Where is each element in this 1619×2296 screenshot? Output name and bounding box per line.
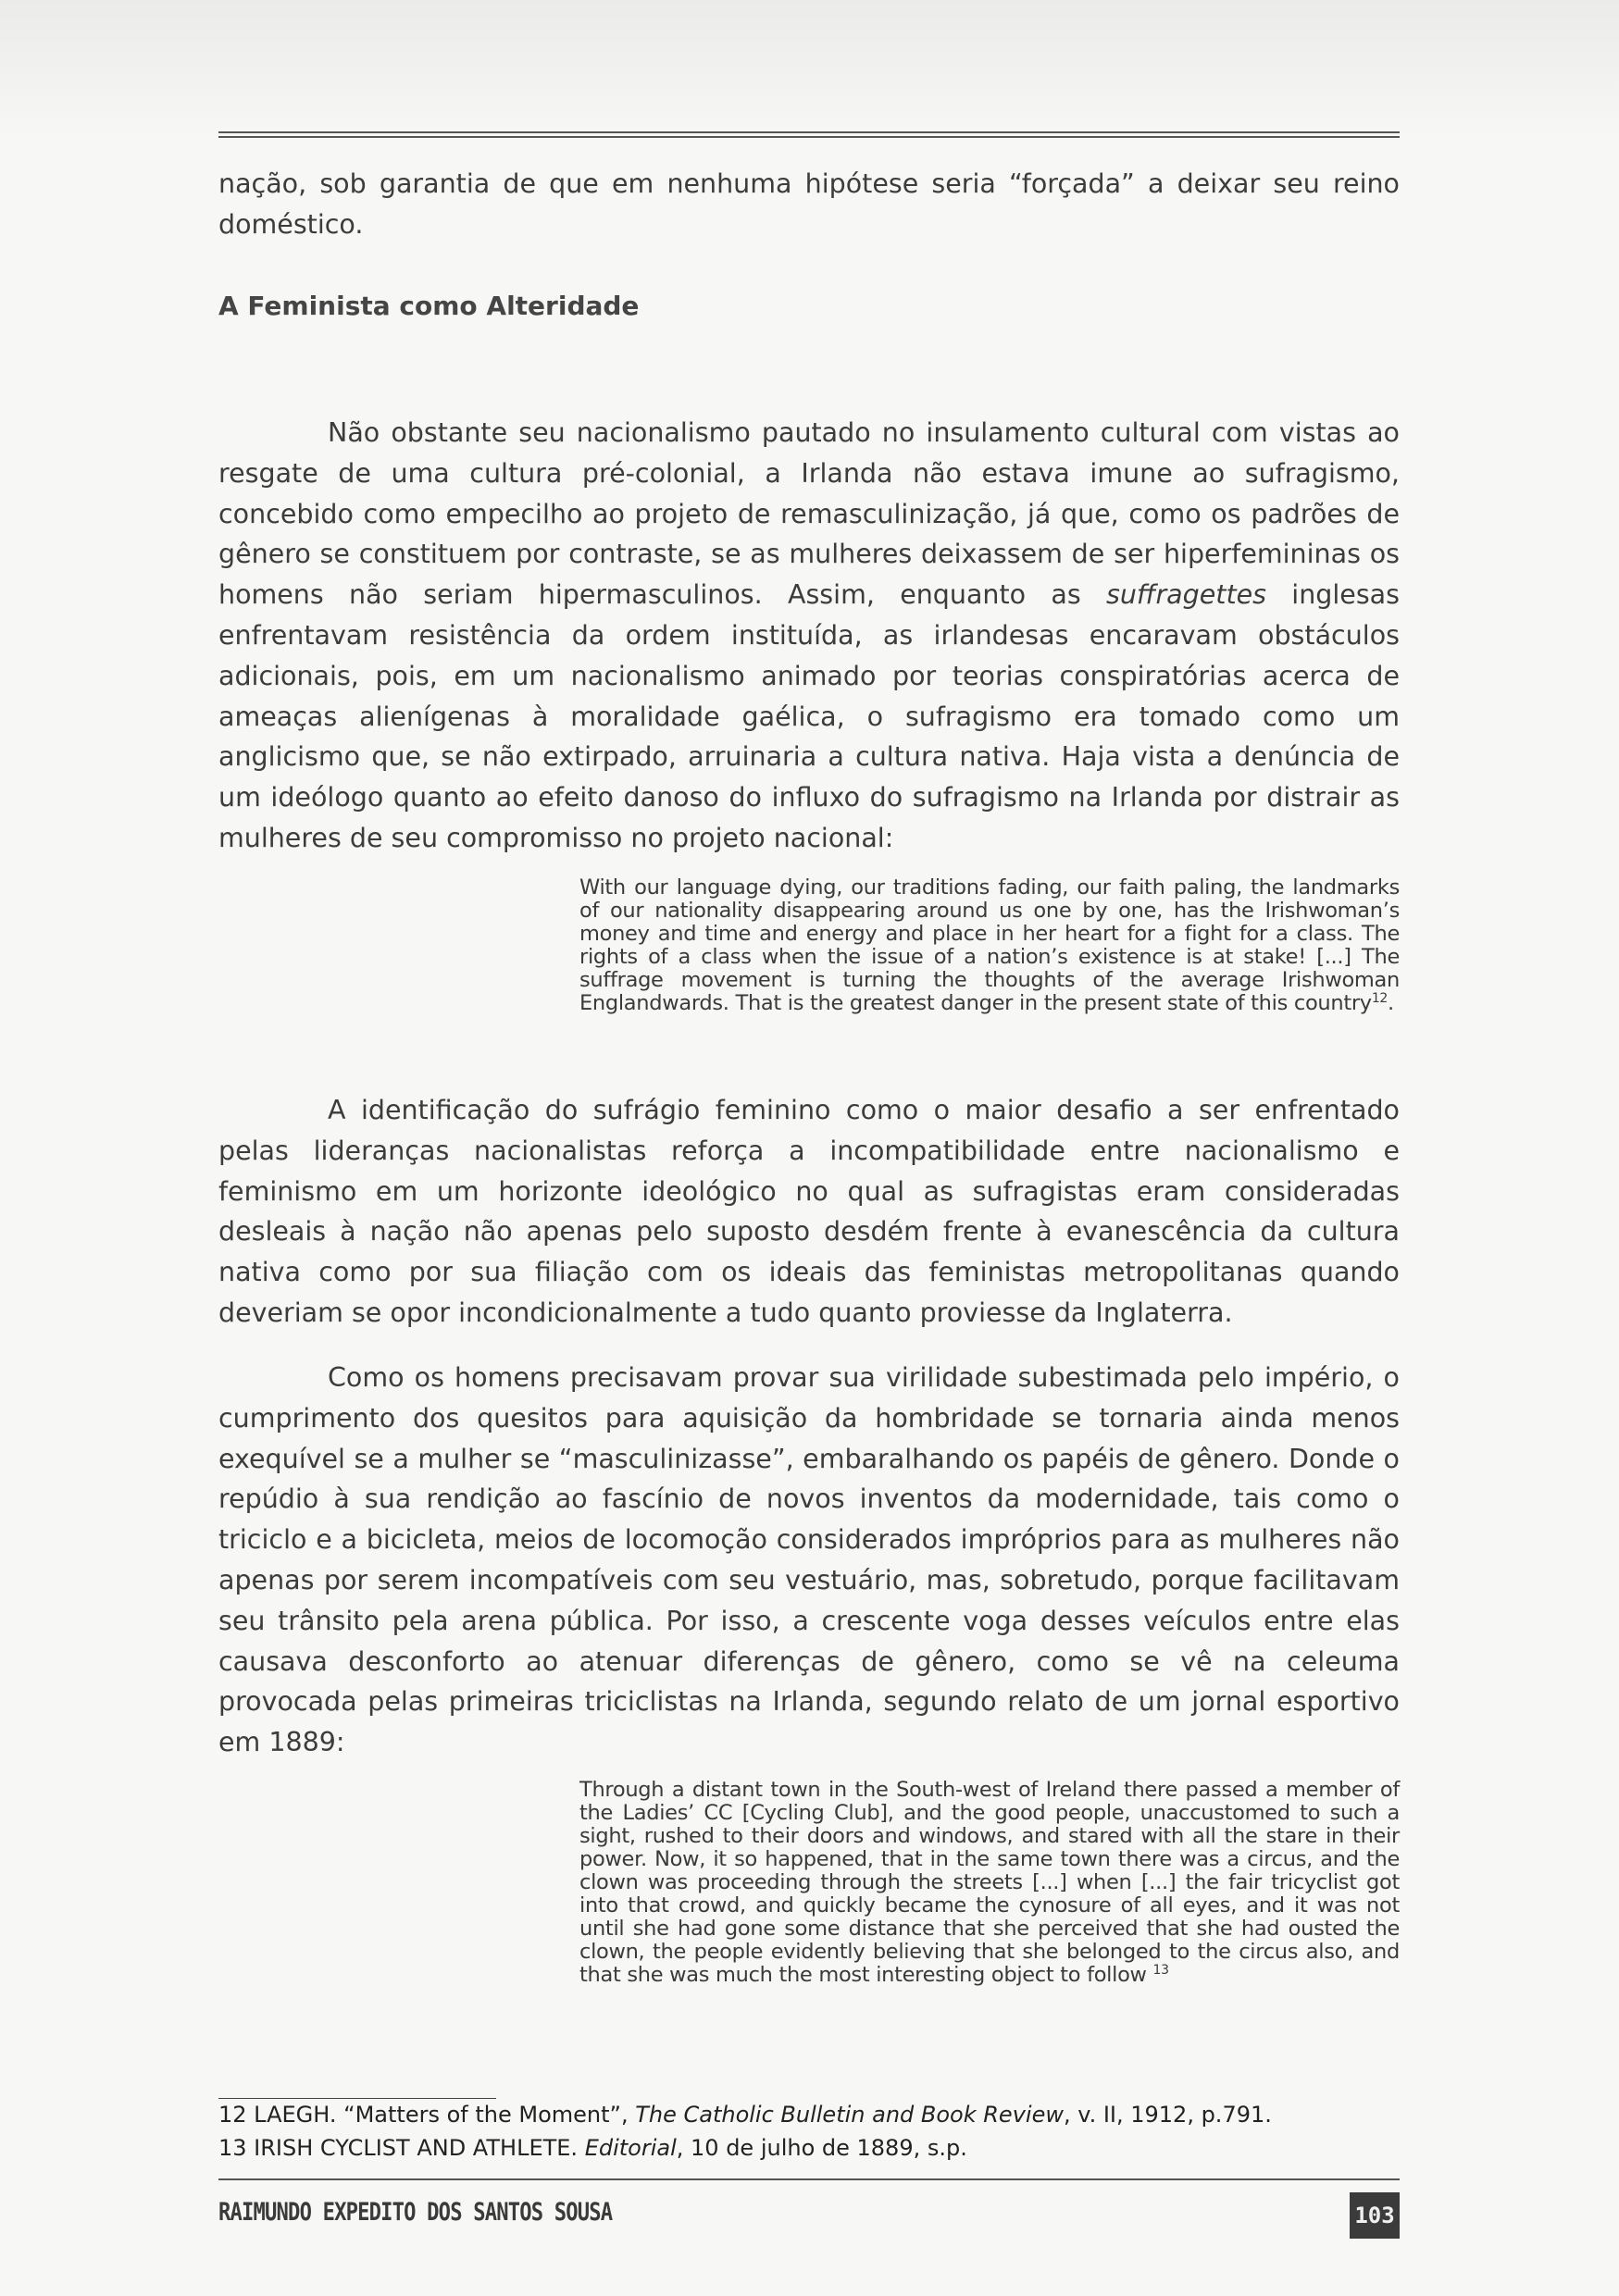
footnote-13-text: 13 IRISH CYCLIST AND ATHLETE. [218,2135,585,2161]
block-quote-1-text: With our language dying, our traditions fading, our faith paling, the landmarks of our nationality disappearing around us one by one, has the Irishwoman’s money and time and energy and place in her heart for a fight for a class. The rights of a class when the issue of a nation’s existence is at stake! [...] The suffrage movement is turning the thoughts of the average Irishwoman Englandwards. That is the greatest danger in the present state of this country [579,875,1400,1015]
header-double-rule [218,131,1400,138]
footer-rule [218,2178,1400,2180]
footnote-12 [218,2101,1400,2128]
footnote-ref-12[interactable]: 12 [1371,991,1389,1006]
page-top-shade [0,0,1619,139]
paragraph-1-text-end: inglesas enfrentavam resistência da ordem instituída, as irlandesas encaravam obstáculos adicionais, pois, em um nacionalismo animado por teorias conspiratórias acerca de ameaças alienígenas à moralidade gaélica, o sufragismo era tomado como um anglicismo que, se não extirpado, arruinaria a cultura nativa. Haja vista a denúncia de um ideólogo quanto ao efeito danoso do influxo do sufragismo na Irlanda por distrair as mulheres de seu compromisso no projeto nacional: [218,579,1400,853]
footnote-13-title: Editorial [584,2135,677,2161]
footnote-ref-13[interactable]: 13 [1152,1963,1169,1978]
footnote-13 [218,2134,1400,2162]
paragraph-1 [218,413,1400,859]
paragraph-3: Como os homens precisavam provar sua virilidade subestimada pelo império, o cumprimento dos quesitos para aquisição da hombridade se tornaria ainda menos exequível se a mulher se “masculinizasse”, embaralhando os papéis de gênero. Donde o repúdio à sua rendição ao fascínio de novos inventos da modernidade, tais como o triciclo e a bicicleta, meios de locomoção considerados impróprios para as mulheres não apenas por serem incompatíveis com seu vestuário, mas, sobretudo, porque facilitavam seu trânsito pela arena pública. Por isso, a crescente voga desses veículos entre elas causava desconforto ao atenuar diferenças de gênero, como se vê na celeuma provocada pelas primeiras triciclistas na Irlanda, segundo relato de um jornal esportivo em 1889: [218,1362,1400,1758]
footnote-12-title: The Catholic Bulletin and Book Review [635,2102,1064,2128]
section-heading: A Feminista como Alteridade [218,291,640,321]
page-number-badge: 103 [1350,2192,1400,2239]
block-quote-1-end: . [1388,991,1394,1015]
block-quote-1 [579,876,1400,1015]
footnote-13-details: , 10 de julho de 1889, s.p. [676,2135,967,2161]
paragraph-1-text: Não obstante seu nacionalismo pautado no insulamento cultural com vistas ao resgate de uma cultura pré-colonial, a Irlanda não estava imune ao sufragismo, concebido como empecilho ao projeto de remasculinização, já que, como os padrões de gênero se constituem por contraste, se as mulheres deixassem de ser hiperfemininas os homens não seriam hipermasculinos. Assim, enquanto as [218,417,1400,611]
block-quote-2 [579,1779,1400,1987]
footnote-12-text: 12 LAEGH. “Matters of the Moment”, [218,2102,636,2128]
opening-line: nação, sob garantia de que em nenhuma hipótese seria “forçada” a deixar seu reino doméstico. [218,168,1400,240]
footer-author: RAIMUNDO EXPEDITO DOS SANTOS SOUSA [218,2198,613,2227]
paragraph-2: A identificação do sufrágio feminino como o maior desafio a ser enfrentado pelas lideranças nacionalistas reforça a incompatibilidade entre nacionalismo e feminismo em um horizonte ideológico no qual as sufragistas eram consideradas desleais à nação não apenas pelo suposto desdém frente à evanescência da cultura nativa como por sua filiação com os ideais das feministas metropolitanas quando deveriam se opor incondicionalmente a tudo quanto proviesse da Inglaterra. [218,1095,1400,1328]
footnote-separator [218,2098,496,2099]
paragraph-1-italic: suffragettes [1105,579,1267,611]
footnote-12-details: , v. II, 1912, p.791. [1063,2102,1272,2128]
block-quote-2-text: Through a distant town in the South-west of Ireland there passed a member of the Ladies’ CC [Cycling Club], and the good people, unaccustomed to such a sight, rushed to their doors and windows, and stared with all the stare in their power. Now, it so happened, that in the same town there was a circus, and the clown was proceeding through the streets [...] when [...] the fair tricyclist got into that crowd, and quickly became the cynosure of all eyes, and it was not until she had gone some distance that she perceived that she had ousted the clown, the people evidently believing that she belonged to the circus also, and that she was much the most interesting object to follow [579,1778,1400,1987]
